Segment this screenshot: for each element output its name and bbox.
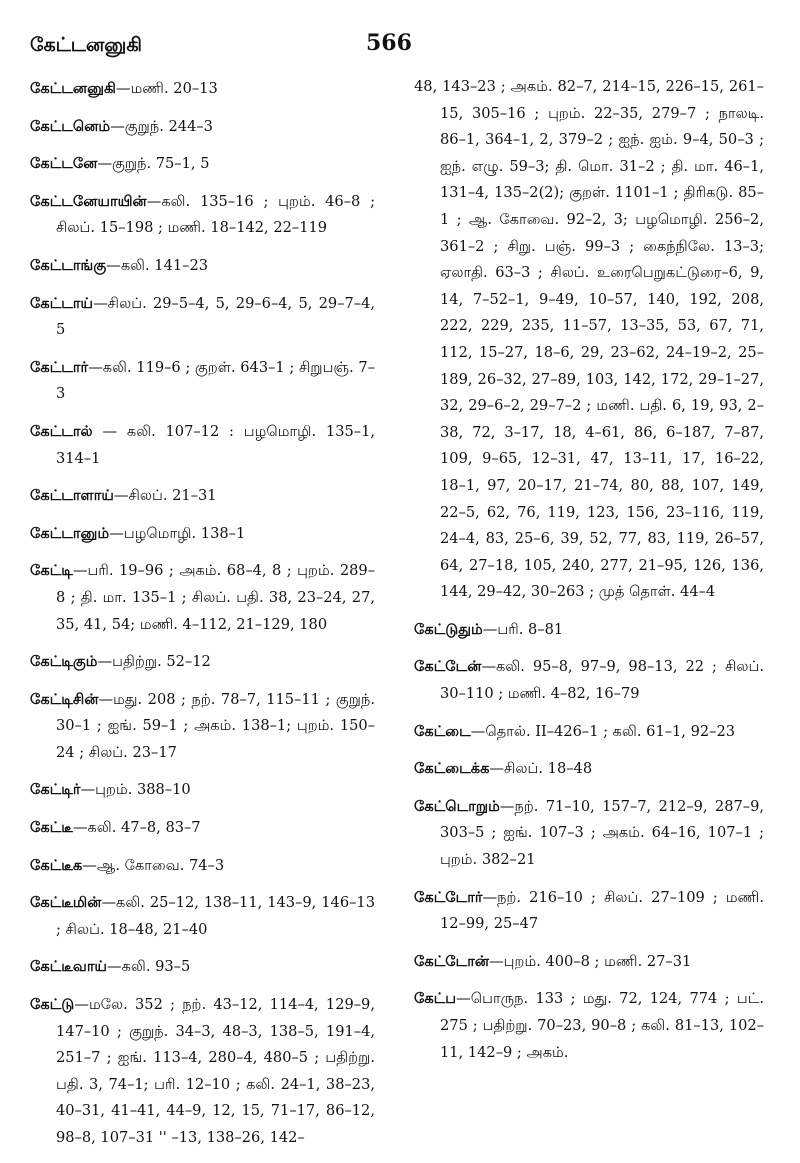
entry-references: —கலி. 25–12, 138–11, 143–9, 146–13 ; சிலப். 18–48, 21–40 — [56, 894, 375, 938]
index-entry — [30, 954, 375, 981]
entry-headword: கேட்டார் — [30, 358, 89, 376]
entry-references: —கலி. 135–16 ; புறம். 46–8 ; சிலப். 15–198 ; மணி. 18–142, 22–119 — [56, 192, 375, 237]
page-number: 566 — [366, 30, 412, 56]
entry-headword: கேட்டனேயாயின் — [30, 192, 147, 210]
entry-references: —பரி. 19–96 ; அகம். 68–4, 8 ; புறம். 289–8 ; தி. மா. 135–1 ; சிலப். பதி. 38, 23–24, 27, 35, 41, 54; மணி. 4–112, 21–129, 180 — [56, 562, 375, 633]
index-entry — [30, 419, 375, 472]
entry-references: — கலி. 107–12 : பழமொழி. 135–1, 314–1 — [56, 422, 375, 467]
entry-references: —புறம். 388–10 — [80, 781, 191, 799]
entry-headword: கேட்டை — [414, 722, 471, 740]
entry-references: —பதிற்று. 52–12 — [97, 653, 211, 671]
index-entry — [30, 189, 375, 242]
entry-headword: கேட்டி — [30, 562, 73, 580]
entry-references: —குறுந். 75–1, 5 — [97, 155, 210, 173]
entry-headword: கேட்டிசின் — [30, 690, 99, 708]
index-entry — [30, 355, 375, 408]
index-entry — [30, 114, 375, 141]
index-entry — [30, 890, 375, 943]
entry-headword: கேட்டாங்கு — [30, 256, 107, 274]
entry-headword: கேட்டனனுகி — [30, 80, 116, 97]
entry-headword: கேட்டிர் — [30, 781, 81, 799]
running-head: கேட்டனனுகி — [30, 34, 142, 56]
entry-references: —புறம். 400–8 ; மணி. 27–31 — [489, 952, 692, 970]
entry-headword: கேட்டுதும் — [414, 620, 483, 638]
index-entry — [414, 949, 764, 976]
entry-references: —பரி. 8–81 — [482, 620, 564, 638]
entry-references: —ஆ. கோவை. 74–3 — [82, 856, 225, 874]
entry-headword: கேட்டோர் — [414, 888, 483, 906]
entry-references: —மணி. 20–13 — [115, 80, 218, 97]
entry-references: —பழமொழி. 138–1 — [109, 524, 246, 542]
entry-headword: கேட்ப — [414, 990, 457, 1008]
entry-headword: கேட்டீவாய் — [30, 958, 108, 976]
entry-references: —நற். 216–10 ; சிலப். 27–109 ; மணி. 12–99, 25–47 — [440, 888, 764, 933]
index-entry — [30, 483, 375, 510]
entry-headword: கேட்டோன் — [414, 952, 490, 970]
index-entry — [30, 649, 375, 676]
right-column — [414, 74, 764, 1077]
entry-headword: கேட்டனே — [30, 155, 98, 173]
entry-references: —குறுந். 244–3 — [110, 117, 213, 135]
entry-headword: கேட்டாளாய் — [30, 487, 114, 505]
entry-references: —மது. 208 ; நற். 78–7, 115–11 ; குறுந். 30–1 ; ஐங். 59–1 ; அகம். 138–1; புறம். 150–24 ; சிலப். 23–17 — [56, 690, 375, 761]
left-column — [30, 76, 375, 1163]
entry-headword: கேட்டீமின் — [30, 894, 102, 912]
entry-headword: கேட்டீக — [30, 856, 83, 874]
entry-headword: கேட்டு — [30, 996, 75, 1014]
entry-headword: கேட்டீ — [30, 819, 73, 837]
index-entry — [414, 654, 764, 707]
index-entry — [30, 76, 375, 103]
entry-references: 48, 143–23 ; அகம். 82–7, 214–15, 226–15, 261–15, 305–16 ; புறம். 22–35, 279–7 ; நாலடி. 86–1, 364–1, 2, 379–2 ; ஐந். ஐம். 9–4, 50–3 ; ஐந். எழு. 59–3; தி. மொ. 31–2 ; தி. மா. 46–1, 131–4, 135–2(2); குறள். 1101–1 ; திரிகடு. 85–1 ; ஆ. கோவை. 92–2, 3; பழமொழி. 256–2, 361–2 ; சிறு. பஞ். 99–3 ; கைந்நிலே. 13–3; ஏலாதி. 63–3 ; சிலப். உரைபெறுகட்டுரை–6, 9, 14, 7–52–1, 9–49, 10–57, 140, 192, 208, 222, 229, 235, 11–57, 13–35, 53, 67, 71, 112, 15–27, 18–6, 29, 23–62, 24–19–2, 25–189, 26–32, 27–89, 103, 142, 172, 29–1–27, 32, 29–6–2, 29–7–2 ; மணி. பதி. 6, 19, 93, 2–38, 72, 3–17, 18, 4–61, 86, 6–187, 7–87, 109, 9–65, 12–31, 47, 13–11, 17, 16–22, 18–1, 97, 20–17, 21–74, 80, 88, 107, 149, 22–5, 62, 76, 119, 123, 156, 23–116, 119, 24–4, 83, 25–6, 39, 52, 77, 83, 119, 26–57, 64, 27–18, 105, 240, 277, 21–95, 126, 136, 144, 29–42, 30–263 ; முத் தொள். 44–4 — [414, 78, 764, 601]
index-entry — [414, 756, 764, 783]
entry-references: —பொருந. 133 ; மது. 72, 124, 774 ; பட். 275 ; பதிற்று. 70–23, 90–8 ; கலி. 81–13, 102–11, 142–9 ; அகம். — [440, 990, 764, 1061]
entry-headword: கேட்டால் — [30, 422, 93, 440]
index-entry — [30, 687, 375, 767]
index-entry — [30, 777, 375, 804]
entry-references: —சிலப். 21–31 — [113, 487, 217, 505]
entry-references: —கலி. 95–8, 97–9, 98–13, 22 ; சிலப். 30–110 ; மணி. 4–82, 16–79 — [440, 658, 764, 703]
index-entry — [414, 794, 764, 874]
entry-references: —சிலப். 29–5–4, 5, 29–6–4, 5, 29–7–4, 5 — [56, 294, 375, 339]
entry-references: —மலே. 352 ; நற். 43–12, 114–4, 129–9, 147–10 ; குறுந். 34–3, 48–3, 138–5, 191–4, 251–7 ; ஐங். 113–4, 280–4, 480–5 ; பதிற்று. பதி. 3, 74–1; பரி. 12–10 ; கலி. 24–1, 38–23, 40–31, 41–41, 44–9, 12, 15, 71–17, 86–12, 98–8, 107–31 '' –13, 138–26, 142– — [56, 996, 375, 1146]
entry-references: —கலி. 119–6 ; குறள். 643–1 ; சிறுபஞ். 7–3 — [56, 358, 375, 403]
index-entry — [414, 617, 764, 644]
index-entry-continuation — [414, 74, 764, 606]
index-entry — [414, 986, 764, 1066]
entry-references: —கலி. 93–5 — [107, 958, 191, 976]
entry-headword: கேட்டொறும் — [414, 797, 500, 815]
index-entry — [30, 853, 375, 880]
index-entry — [30, 558, 375, 638]
entry-headword: கேட்டாய் — [30, 294, 94, 312]
entry-references: —நற். 71–10, 157–7, 212–9, 287–9, 303–5 ; ஐங். 107–3 ; அகம். 64–16, 107–1 ; புறம். 382–21 — [440, 797, 764, 869]
index-entry — [30, 151, 375, 178]
entry-references: —கலி. 141–23 — [106, 256, 209, 274]
entry-headword: கேட்டிகும் — [30, 653, 98, 671]
entry-references: —தொல். II–426–1 ; கலி. 61–1, 92–23 — [470, 722, 736, 740]
entry-headword: கேட்டனெம் — [30, 117, 111, 135]
index-entry — [30, 253, 375, 280]
index-entry — [30, 521, 375, 548]
index-entry — [414, 885, 764, 938]
entry-headword: கேட்டைக்க — [414, 760, 490, 778]
index-entry — [414, 719, 764, 746]
entry-headword: கேட்டேன் — [414, 658, 482, 676]
entry-headword: கேட்டானும் — [30, 524, 110, 542]
entry-references: —சிலப். 18–48 — [489, 760, 593, 778]
index-entry — [30, 815, 375, 842]
index-entry — [30, 291, 375, 344]
index-entry — [30, 992, 375, 1152]
entry-references: —கலி. 47–8, 83–7 — [72, 819, 201, 837]
